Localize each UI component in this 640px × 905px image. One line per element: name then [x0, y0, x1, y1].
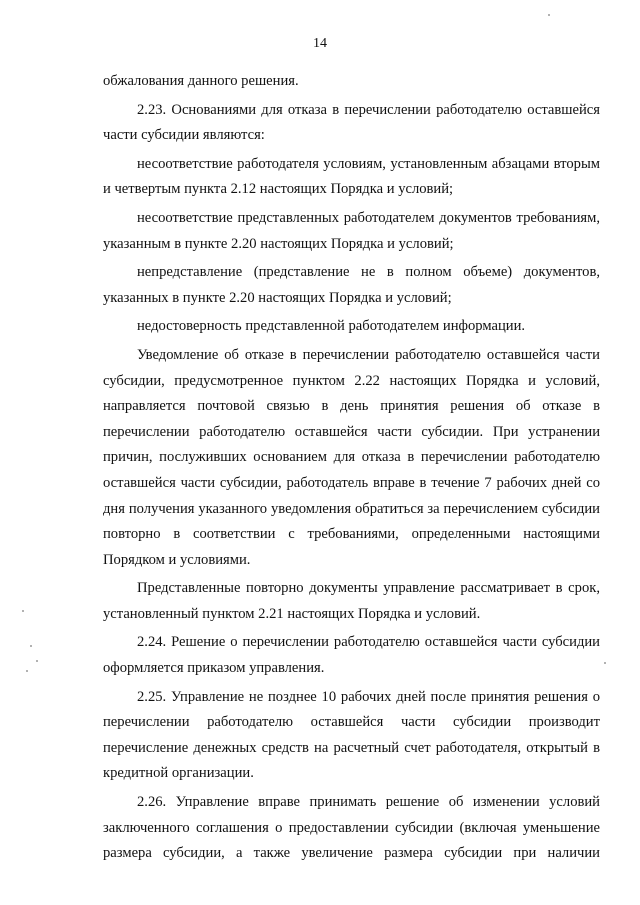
scan-speck — [548, 14, 550, 16]
paragraph-2-24: 2.24. Решение о перечислении работодателю оставшейся части субсидии оформляется приказом управления. — [103, 634, 600, 677]
scan-speck — [36, 660, 38, 662]
paragraph-2-23: 2.23. Основаниями для отказа в перечислении работодателю оставшейся части субсидии являются: — [103, 101, 600, 144]
paragraph-resubmission: Представленные повторно документы управление рассматривает в срок, установленный пунктом 2.21 настоящих Порядка и условий. — [103, 580, 600, 622]
scan-speck — [604, 662, 606, 664]
paragraph-reason-not-submitted: непредставление (представление не в полном объеме) документов, указанных в пункте 2.20 настоящих Порядка и условий; — [103, 264, 600, 306]
document-body — [103, 69, 600, 867]
paragraph-notification: Уведомление об отказе в перечислении работодателю оставшейся части субсидии, предусмотренное пунктом 2.22 настоящих Порядка и условий, направляется почтовой связью в день принятия решения об отказе в перечислении работодателю оставшейся части субсидии. При устранении причин, послуживших основанием для отказа в перечислении работодателю оставшейся части субсидии, работодатель вправе в течение 7 рабочих дней со дня получения указанного уведомления обратиться за перечислением субсидии повторно в соответствии с требованиями, определенными настоящими Порядком и условиями. — [103, 346, 600, 568]
paragraph-reason-documents: несоответствие представленных работодателем документов требованиям, указанным в пункте 2.20 настоящих Порядка и условий; — [103, 209, 600, 252]
paragraph-continuation: обжалования данного решения. — [103, 73, 299, 89]
paragraph-reason-false-info: недостоверность представленной работодателем информации. — [137, 318, 526, 335]
paragraph-2-25: 2.25. Управление не позднее 10 рабочих дней после принятия решения о перечислении работодателю оставшейся части субсидии производит перечисление денежных средств на расчетный счет работодателя, открытый в кредитной организации. — [103, 688, 600, 782]
paragraph-2-26: 2.26. Управление вправе принимать решение об изменении условий заключенного соглашения о предоставлении субсидии (включая уменьшение размера субсидии, а также увеличение размера субсидии при наличии — [103, 794, 600, 862]
scan-speck — [26, 670, 28, 672]
paragraph-reason-conditions: несоответствие работодателя условиям, установленным абзацами вторым и четвертым пункта 2.12 настоящих Порядка и условий; — [103, 155, 600, 198]
scan-speck — [22, 610, 24, 612]
scan-speck — [30, 645, 32, 647]
page-number: 14 — [313, 36, 327, 51]
